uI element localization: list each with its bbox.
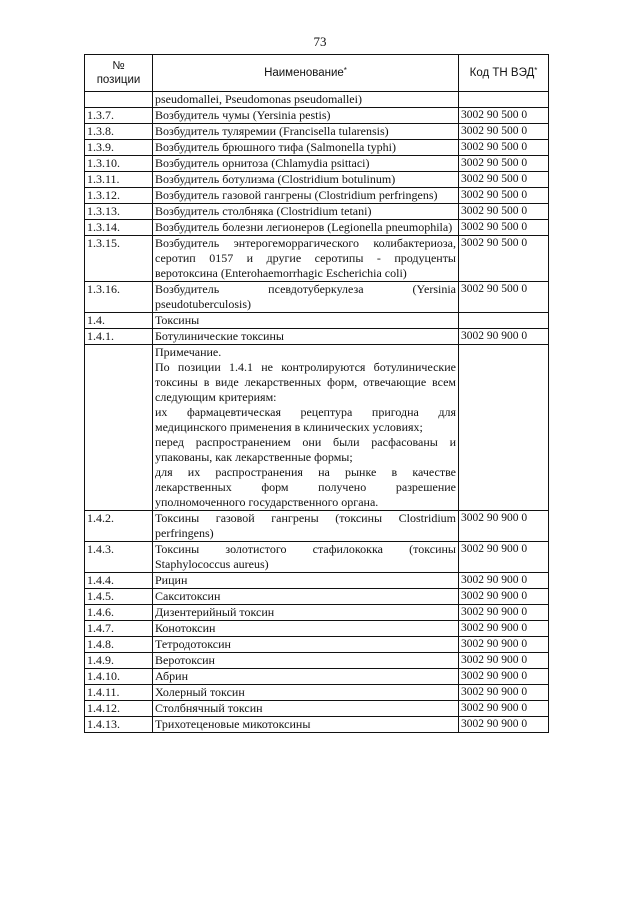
- header-code: [459, 55, 549, 92]
- header-name-label: Наименование: [264, 66, 344, 79]
- note-text-line: перед распространением они были расфасованы и упакованы, как лекарственные формы;: [155, 435, 456, 464]
- row-name: Тетродотоксин: [153, 637, 459, 653]
- note-code-cell: [459, 345, 549, 511]
- row-position: 1.3.13.: [85, 204, 153, 220]
- row-code: 3002 90 900 0: [459, 589, 549, 605]
- row-position: 1.3.11.: [85, 172, 153, 188]
- header-position: [85, 55, 153, 92]
- row-code: 3002 90 500 0: [459, 172, 549, 188]
- note-text-line: По позиции 1.4.1 не контролируются ботулинические токсины в виде лекарственных форм, отвечающие всем следующим критериям:: [155, 360, 456, 404]
- table-row: [85, 717, 549, 733]
- table-row: [85, 236, 549, 282]
- table-row: [85, 542, 549, 573]
- row-position: 1.4.3.: [85, 542, 153, 573]
- row-position: 1.3.14.: [85, 220, 153, 236]
- table-row: [85, 329, 549, 345]
- row-code: 3002 90 900 0: [459, 717, 549, 733]
- table-row: [85, 605, 549, 621]
- header-position-line2: позиции: [96, 74, 141, 86]
- row-code: 3002 90 900 0: [459, 511, 549, 542]
- row-position: 1.3.8.: [85, 124, 153, 140]
- row-code: 3002 90 900 0: [459, 637, 549, 653]
- row-position: 1.4.13.: [85, 717, 153, 733]
- row-code: 3002 90 500 0: [459, 282, 549, 313]
- row-code: 3002 90 500 0: [459, 124, 549, 140]
- row-name: Холерный токсин: [153, 685, 459, 701]
- row-code: 3002 90 900 0: [459, 685, 549, 701]
- row-name: Столбнячный токсин: [153, 701, 459, 717]
- row-name: pseudomallei, Pseudomonas pseudomallei): [153, 92, 459, 108]
- row-name: Токсины золотистого стафилококка (токсины Staphylococcus aureus): [153, 542, 459, 573]
- row-position: 1.3.12.: [85, 188, 153, 204]
- row-code: 3002 90 500 0: [459, 140, 549, 156]
- note-cell: [153, 345, 459, 511]
- row-position: 1.3.9.: [85, 140, 153, 156]
- row-name: Возбудитель чумы (Yersinia pestis): [153, 108, 459, 124]
- table-row: [85, 653, 549, 669]
- table-row: [85, 220, 549, 236]
- table-row: [85, 140, 549, 156]
- table-body-top: [85, 92, 549, 345]
- note-text-line: для их распространения на рынке в качестве лекарственных форм получено разрешение уполномоченного государственного органа.: [155, 465, 456, 509]
- note-row: [85, 345, 549, 511]
- row-position: 1.4.12.: [85, 701, 153, 717]
- row-code: 3002 90 500 0: [459, 236, 549, 282]
- header-code-mark: *: [534, 65, 538, 75]
- row-name: Возбудитель столбняка (Clostridium tetani): [153, 204, 459, 220]
- header-name-mark: *: [343, 65, 347, 75]
- row-code: 3002 90 900 0: [459, 573, 549, 589]
- row-position: 1.4.5.: [85, 589, 153, 605]
- row-code: 3002 90 500 0: [459, 108, 549, 124]
- row-code: 3002 90 900 0: [459, 653, 549, 669]
- row-name: Конотоксин: [153, 621, 459, 637]
- row-position: 1.4.6.: [85, 605, 153, 621]
- table-row: [85, 701, 549, 717]
- row-position: 1.4.: [85, 313, 153, 329]
- header-name: [153, 55, 459, 92]
- row-position: 1.4.2.: [85, 511, 153, 542]
- table-row: [85, 313, 549, 329]
- row-code: 3002 90 900 0: [459, 542, 549, 573]
- row-code: 3002 90 900 0: [459, 329, 549, 345]
- row-name: Возбудитель энтерогеморрагического колибактериоза, серотип 0157 и другие серотипы - продуценты веротоксина (Enterohaemorrhagic Escherichia coli): [153, 236, 459, 282]
- row-name: Трихотеценовые микотоксины: [153, 717, 459, 733]
- row-name: Возбудитель псевдотуберкулеза (Yersinia pseudotuberculosis): [153, 282, 459, 313]
- row-position: 1.4.4.: [85, 573, 153, 589]
- row-code: 3002 90 500 0: [459, 220, 549, 236]
- row-code: 3002 90 500 0: [459, 188, 549, 204]
- table-row: [85, 204, 549, 220]
- row-position: 1.3.16.: [85, 282, 153, 313]
- row-code: 3002 90 500 0: [459, 204, 549, 220]
- row-position: 1.4.8.: [85, 637, 153, 653]
- row-name: Веротоксин: [153, 653, 459, 669]
- table-row: [85, 124, 549, 140]
- header-code-label: Код ТН ВЭД: [469, 66, 535, 79]
- page-number: 73: [313, 34, 327, 49]
- table-row: [85, 188, 549, 204]
- note-position-cell: [85, 345, 153, 511]
- row-position: 1.4.9.: [85, 653, 153, 669]
- row-code: [459, 92, 549, 108]
- row-name: Возбудитель газовой гангрены (Clostridium perfringens): [153, 188, 459, 204]
- row-code: 3002 90 900 0: [459, 621, 549, 637]
- row-name: Возбудитель туляремии (Francisella tularensis): [153, 124, 459, 140]
- table-row: [85, 108, 549, 124]
- table-row: [85, 92, 549, 108]
- table-row: [85, 589, 549, 605]
- row-position: 1.3.10.: [85, 156, 153, 172]
- row-name: Сакситоксин: [153, 589, 459, 605]
- row-position: [85, 92, 153, 108]
- note-section: [85, 345, 549, 511]
- row-code: 3002 90 900 0: [459, 701, 549, 717]
- row-name: Абрин: [153, 669, 459, 685]
- table-row: [85, 172, 549, 188]
- note-title: Примечание.: [155, 345, 222, 359]
- row-name: Рицин: [153, 573, 459, 589]
- table-body-bottom: [85, 511, 549, 733]
- table-row: [85, 637, 549, 653]
- table-row: [85, 282, 549, 313]
- goods-table: [84, 54, 549, 733]
- row-position: 1.4.1.: [85, 329, 153, 345]
- row-position: 1.4.11.: [85, 685, 153, 701]
- table-row: [85, 156, 549, 172]
- row-name: Возбудитель брюшного тифа (Salmonella typhi): [153, 140, 459, 156]
- row-code: [459, 313, 549, 329]
- row-name: Возбудитель орнитоза (Chlamydia psittaci): [153, 156, 459, 172]
- table-row: [85, 573, 549, 589]
- row-position: 1.3.15.: [85, 236, 153, 282]
- row-name: Токсины: [153, 313, 459, 329]
- table-row: [85, 669, 549, 685]
- note-text-line: их фармацевтическая рецептура пригодна для медицинского применения в клинических условиях;: [155, 405, 456, 434]
- row-code: 3002 90 500 0: [459, 156, 549, 172]
- table-header-row: [85, 55, 549, 92]
- row-position: 1.3.7.: [85, 108, 153, 124]
- row-name: Ботулинические токсины: [153, 329, 459, 345]
- row-position: 1.4.7.: [85, 621, 153, 637]
- row-name: Возбудитель болезни легионеров (Legionella pneumophila): [153, 220, 459, 236]
- row-name: Дизентерийный токсин: [153, 605, 459, 621]
- row-position: 1.4.10.: [85, 669, 153, 685]
- table-row: [85, 511, 549, 542]
- row-code: 3002 90 900 0: [459, 605, 549, 621]
- table-row: [85, 685, 549, 701]
- table-row: [85, 621, 549, 637]
- header-position-line1: №: [112, 60, 125, 72]
- row-name: Токсины газовой гангрены (токсины Clostridium perfringens): [153, 511, 459, 542]
- row-code: 3002 90 900 0: [459, 669, 549, 685]
- row-name: Возбудитель ботулизма (Clostridium botulinum): [153, 172, 459, 188]
